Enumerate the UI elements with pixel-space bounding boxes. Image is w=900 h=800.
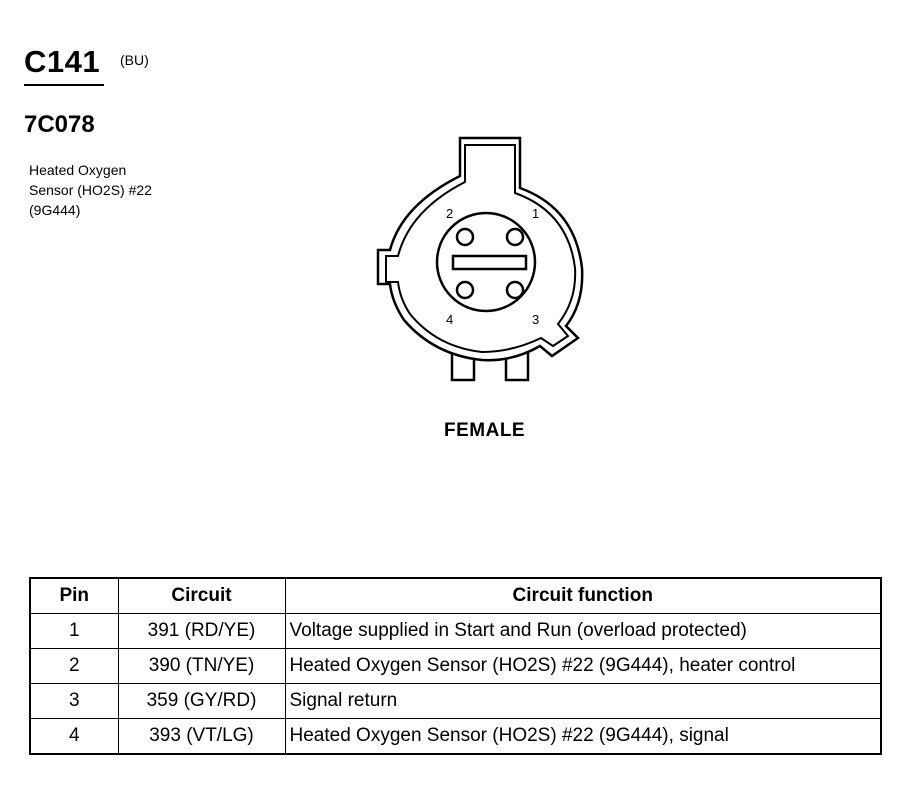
cell-function: Signal return [285, 684, 881, 719]
pin-label-3: 3 [532, 312, 540, 327]
cell-function: Voltage supplied in Start and Run (overload protected) [285, 614, 881, 649]
pin-label-4: 4 [446, 312, 454, 327]
description-line: Sensor (HO2S) #22 [29, 182, 152, 198]
cell-circuit: 390 (TN/YE) [118, 649, 285, 684]
pinout-table [29, 577, 882, 755]
connector-color-code: (BU) [120, 52, 149, 68]
description-line: Heated Oxygen [29, 162, 127, 178]
connector-gender-label: FEMALE [444, 420, 526, 441]
pin-cavity-1 [507, 229, 523, 245]
pin-cavity-4 [457, 282, 473, 298]
cell-pin: 2 [30, 649, 118, 684]
connector-id: C141 [24, 44, 101, 79]
cell-pin: 4 [30, 719, 118, 755]
cell-function: Heated Oxygen Sensor (HO2S) #22 (9G444), signal [285, 719, 881, 755]
pin-label-1: 1 [532, 206, 540, 221]
pin-label-2: 2 [446, 206, 454, 221]
header-pin: Pin [30, 578, 118, 614]
table-row [30, 684, 881, 719]
header-circuit-function: Circuit function [285, 578, 881, 614]
header-circuit: Circuit [118, 578, 285, 614]
table-header-row [30, 578, 881, 614]
pin-cavity-3 [507, 282, 523, 298]
part-number: 7C078 [24, 111, 95, 138]
cell-circuit: 359 (GY/RD) [118, 684, 285, 719]
table-row [30, 614, 881, 649]
cell-pin: 1 [30, 614, 118, 649]
keying-slot [453, 256, 526, 269]
table-row [30, 719, 881, 755]
cell-function: Heated Oxygen Sensor (HO2S) #22 (9G444), heater control [285, 649, 881, 684]
table-row [30, 649, 881, 684]
cell-pin: 3 [30, 684, 118, 719]
cell-circuit: 393 (VT/LG) [118, 719, 285, 755]
pin-cavity-2 [457, 229, 473, 245]
description-line: (9G444) [29, 202, 81, 218]
cell-circuit: 391 (RD/YE) [118, 614, 285, 649]
